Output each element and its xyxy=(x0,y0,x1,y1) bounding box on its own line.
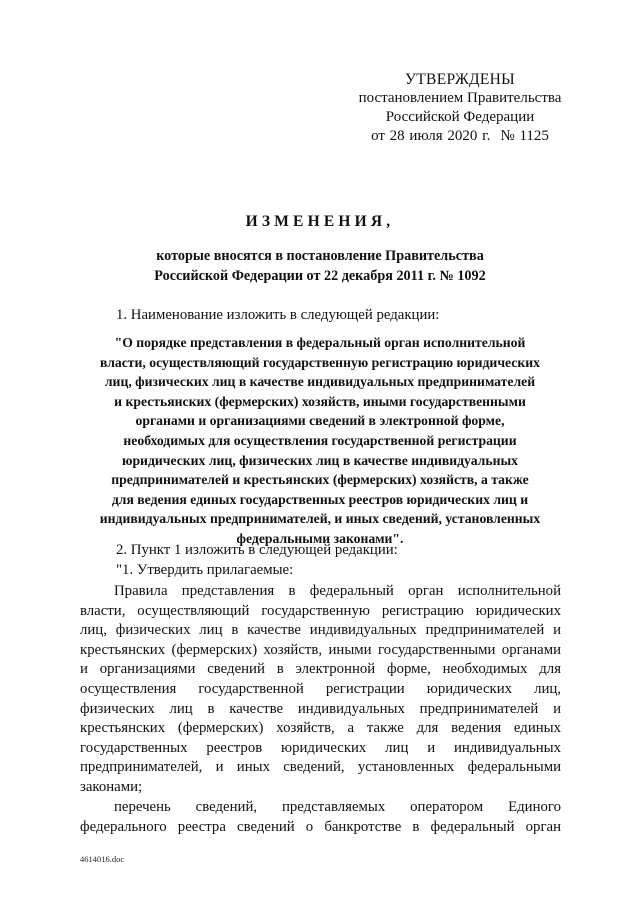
approval-heading: УТВЕРЖДЕНЫ xyxy=(405,71,515,88)
approval-block xyxy=(335,70,585,146)
document-file-code: 4614016.doc xyxy=(80,854,125,864)
item-2-subintro: "1. Утвердить прилагаемые: xyxy=(116,562,294,578)
quote-line: лиц, физических лиц в качестве индивидуальных предпринимателей xyxy=(104,374,536,390)
rules-line: предпринимателей, и иных сведений, установленных федеральными xyxy=(80,759,561,776)
document-subtitle xyxy=(0,246,640,286)
list-line: федерального реестра сведений о банкротстве в федеральный орган xyxy=(80,818,561,835)
approval-number: № 1125 xyxy=(500,128,549,144)
quote-line: органами и организациями сведений в электронной форме, xyxy=(135,413,505,429)
list-paragraph xyxy=(80,798,561,837)
quote-line: юридических лиц, физических лиц в качестве индивидуальных xyxy=(121,452,518,468)
rules-line: законами; xyxy=(80,778,143,795)
rules-line: власти, осуществляющий государственную регистрацию юридических xyxy=(80,602,561,619)
list-line: перечень сведений, представляемых оператором Единого xyxy=(114,799,561,815)
quote-line: федеральными законами". xyxy=(236,530,404,546)
approval-date: от 28 июля 2020 г. xyxy=(371,128,491,144)
rules-line: лиц, физических лиц в качестве индивидуальных предпринимателей и xyxy=(80,622,561,639)
item-2-intro: 2. Пункт 1 изложить в следующей редакции: xyxy=(116,542,398,558)
approval-line-1: постановлением Правительства xyxy=(358,90,562,106)
quote-line: власти, осуществляющий государственную регистрацию юридических xyxy=(100,354,540,370)
rules-line: крестьянских (фермерских) хозяйств, иными государственными органами xyxy=(80,641,561,658)
rules-line: Правила представления в федеральный орган исполнительной xyxy=(114,583,561,599)
item-1-quote xyxy=(80,333,560,549)
rules-line: и организациями сведений в электронной форме, необходимых для xyxy=(80,661,561,678)
rules-line: осуществления государственной регистрации юридических лиц, xyxy=(80,680,561,697)
subtitle-line-1: которые вносятся в постановление Правительства xyxy=(156,248,484,264)
item-1-intro: 1. Наименование изложить в следующей редакции: xyxy=(116,307,440,323)
subtitle-line-2: Российской Федерации от 22 декабря 2011 г. № 1092 xyxy=(154,268,486,284)
approval-date-line xyxy=(335,127,585,146)
rules-line: крестьянских (фермерских) хозяйств, а также для ведения единых xyxy=(80,720,561,737)
approval-line-2: Российской Федерации xyxy=(385,109,535,125)
rules-line: физических лиц в качестве индивидуальных предпринимателей и xyxy=(80,700,561,717)
quote-line: и крестьянских (фермерских) хозяйств, иными государственными xyxy=(114,393,526,409)
quote-line: предпринимателей и крестьянских (фермерских) хозяйств, а также xyxy=(111,472,529,488)
document-title: ИЗМЕНЕНИЯ, xyxy=(245,213,395,230)
quote-line: индивидуальных предпринимателей, и иных сведений, установленных xyxy=(99,511,541,527)
quote-line: для ведения единых государственных реестров юридических лиц и xyxy=(111,491,529,507)
quote-line: необходимых для осуществления государственной регистрации xyxy=(123,432,517,448)
rules-paragraph xyxy=(80,582,561,798)
rules-line: государственных реестров юридических лиц и индивидуальных xyxy=(80,739,561,756)
quote-line: "О порядке представления в федеральный орган исполнительной xyxy=(114,335,526,350)
